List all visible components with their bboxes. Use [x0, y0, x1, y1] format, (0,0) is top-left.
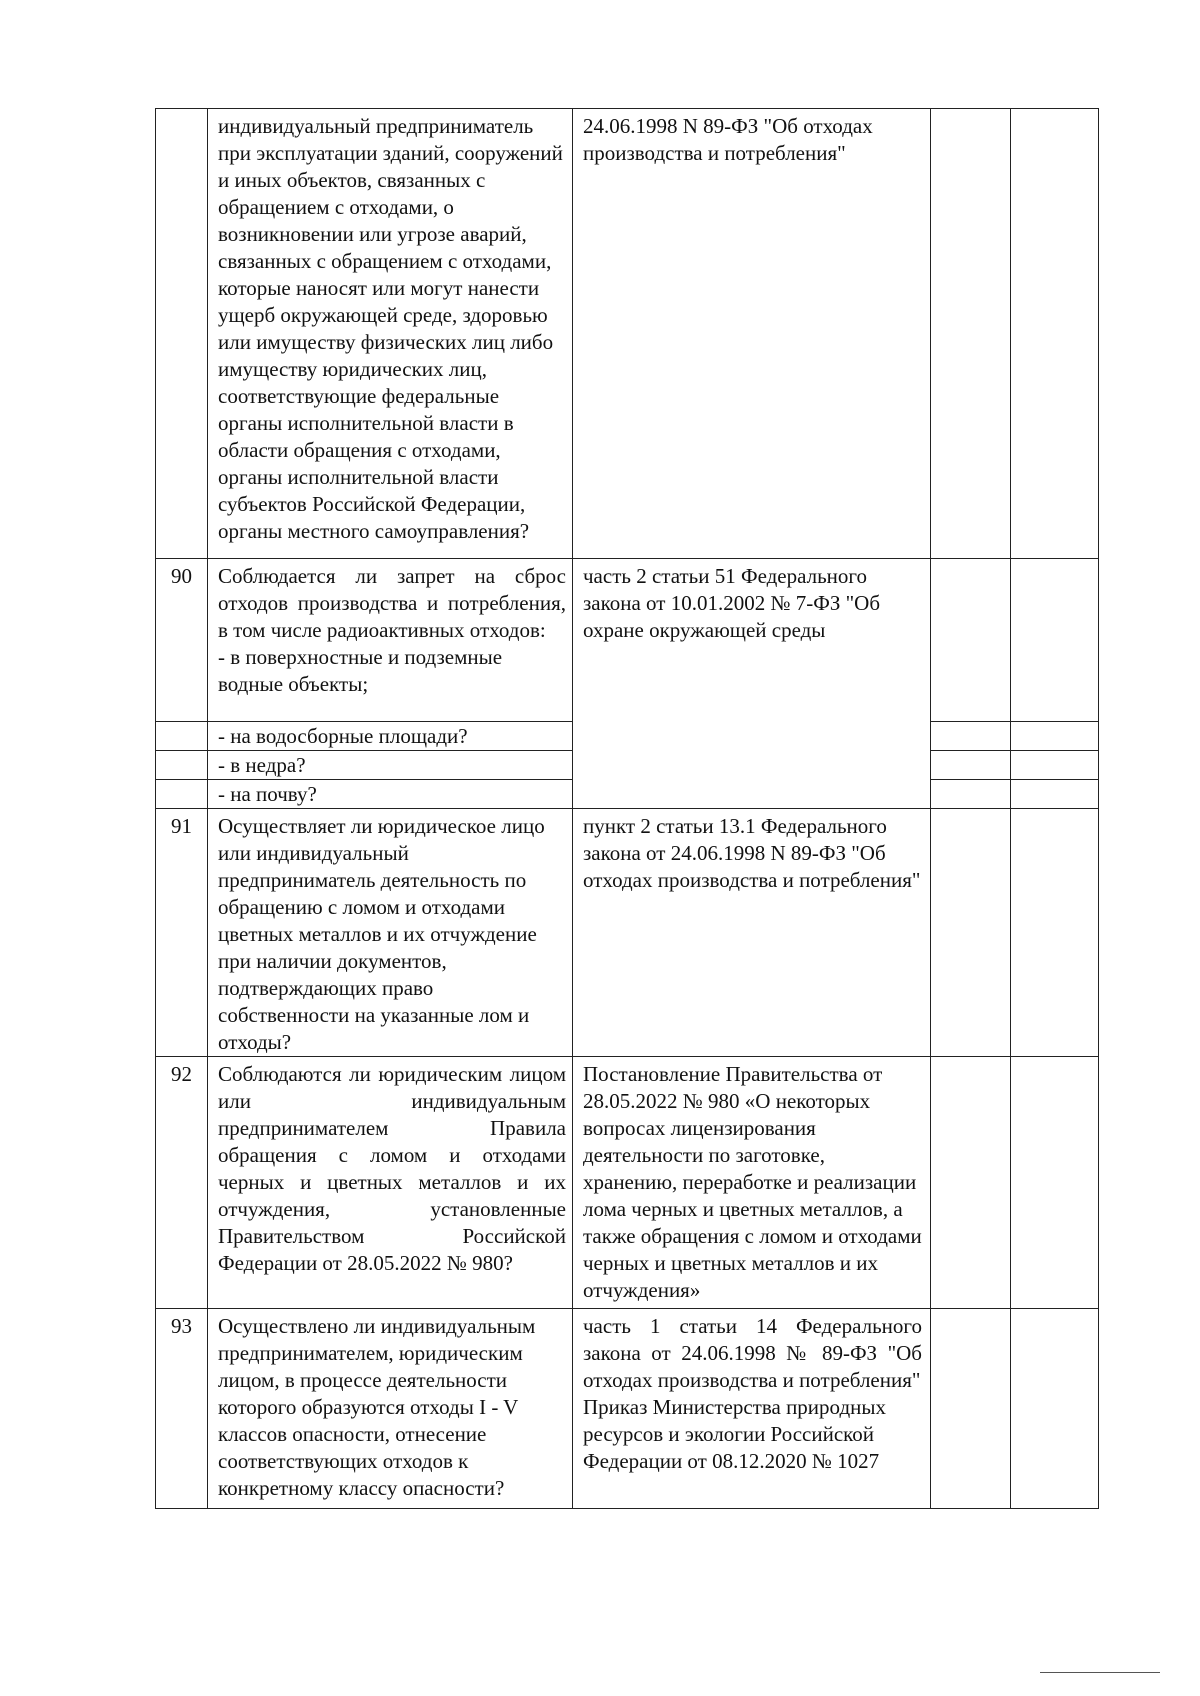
- table-row: [156, 1057, 1099, 1309]
- question-cell: Осуществлено ли индивидуальным предпринимателем, юридическим лицом, в процессе деятельности которого образуются отходы I - V классов опасности, отнесение соответствующих отходов к конкретному классу опасности?: [208, 1309, 573, 1509]
- answer-cell: [931, 109, 1011, 559]
- reference-cell: 24.06.1998 N 89-ФЗ "Об отходах производства и потребления": [573, 109, 931, 559]
- question-cell: Соблюдаются ли юридическим лицом или индивидуальным предпринимателем Правила обращения с ломом и отходами черных и цветных металлов и их отчуждения, установленные Правительством Российской Федерации от 28.05.2022 № 980?: [208, 1057, 573, 1309]
- sub-item: - на водосборные площади?: [208, 722, 573, 751]
- note-cell: [1011, 559, 1099, 722]
- row-number: 90: [156, 559, 208, 722]
- reference-cell: пункт 2 статьи 13.1 Федерального закона от 24.06.1998 N 89-ФЗ "Об отходах производства и потребления": [573, 809, 931, 1057]
- table-row: [156, 559, 1099, 722]
- question-cell: индивидуальный предприниматель при эксплуатации зданий, сооружений и иных объектов, связанных с обращением с отходами, о возникновении или угрозе аварий, связанных с обращением с отходами, которые наносят или могут нанести ущерб окружающей среде, здоровью или имуществу физических лиц либо имуществу юридических лиц, соответствующие федеральные органы исполнительной власти в области обращения с отходами, органы исполнительной власти субъектов Российской Федерации, органы местного самоуправления?: [208, 109, 573, 559]
- sub-item: - в поверхностные и подземные водные объекты;: [218, 645, 503, 696]
- question-cell: Осуществляет ли юридическое лицо или индивидуальный предприниматель деятельность по обращению с ломом и отходами цветных металлов и их отчуждение при наличии документов, подтверждающих право собственности на указанные лом и отходы?: [208, 809, 573, 1057]
- note-cell: [1011, 751, 1099, 780]
- reference-text: часть 1 статьи 14 Федерального закона от 24.06.1998 № 89-ФЗ "Об отходах производства и потребления": [583, 1314, 922, 1392]
- note-cell: [1011, 109, 1099, 559]
- answer-cell: [931, 1057, 1011, 1309]
- requirements-table: [155, 108, 1099, 1509]
- row-number: 93: [156, 1309, 208, 1509]
- table-row: [156, 1309, 1099, 1509]
- table-row: [156, 809, 1099, 1057]
- table-row: [156, 109, 1099, 559]
- answer-cell: [931, 559, 1011, 722]
- note-cell: [1011, 1057, 1099, 1309]
- answer-cell: [931, 809, 1011, 1057]
- row-number: [156, 109, 208, 559]
- question-text: Соблюдается ли запрет на сброс отходов производства и потребления, в том числе радиоактивных отходов:: [218, 564, 566, 642]
- reference-cell: Постановление Правительства от 28.05.2022 № 980 «О некоторых вопросах лицензирования деятельности по заготовке, хранению, переработке и реализации лома черных и цветных металлов, а также обращения с ломом и отходами черных и цветных металлов и их отчуждения»: [573, 1057, 931, 1309]
- answer-cell: [931, 1309, 1011, 1509]
- note-cell: [1011, 780, 1099, 809]
- note-cell: [1011, 809, 1099, 1057]
- answer-cell: [931, 751, 1011, 780]
- sub-item: - в недра?: [208, 751, 573, 780]
- note-cell: [1011, 722, 1099, 751]
- reference-cell: часть 2 статьи 51 Федерального закона от 10.01.2002 № 7-ФЗ "Об охране окружающей среды: [573, 559, 931, 809]
- note-cell: [1011, 1309, 1099, 1509]
- reference-text-2: Приказ Министерства природных ресурсов и экологии Российской Федерации от 08.12.2020 № 1027: [583, 1395, 886, 1473]
- sub-item: - на почву?: [208, 780, 573, 809]
- answer-cell: [931, 722, 1011, 751]
- footer-rule: [1040, 1672, 1160, 1673]
- row-number: 91: [156, 809, 208, 1057]
- row-number: 92: [156, 1057, 208, 1309]
- answer-cell: [931, 780, 1011, 809]
